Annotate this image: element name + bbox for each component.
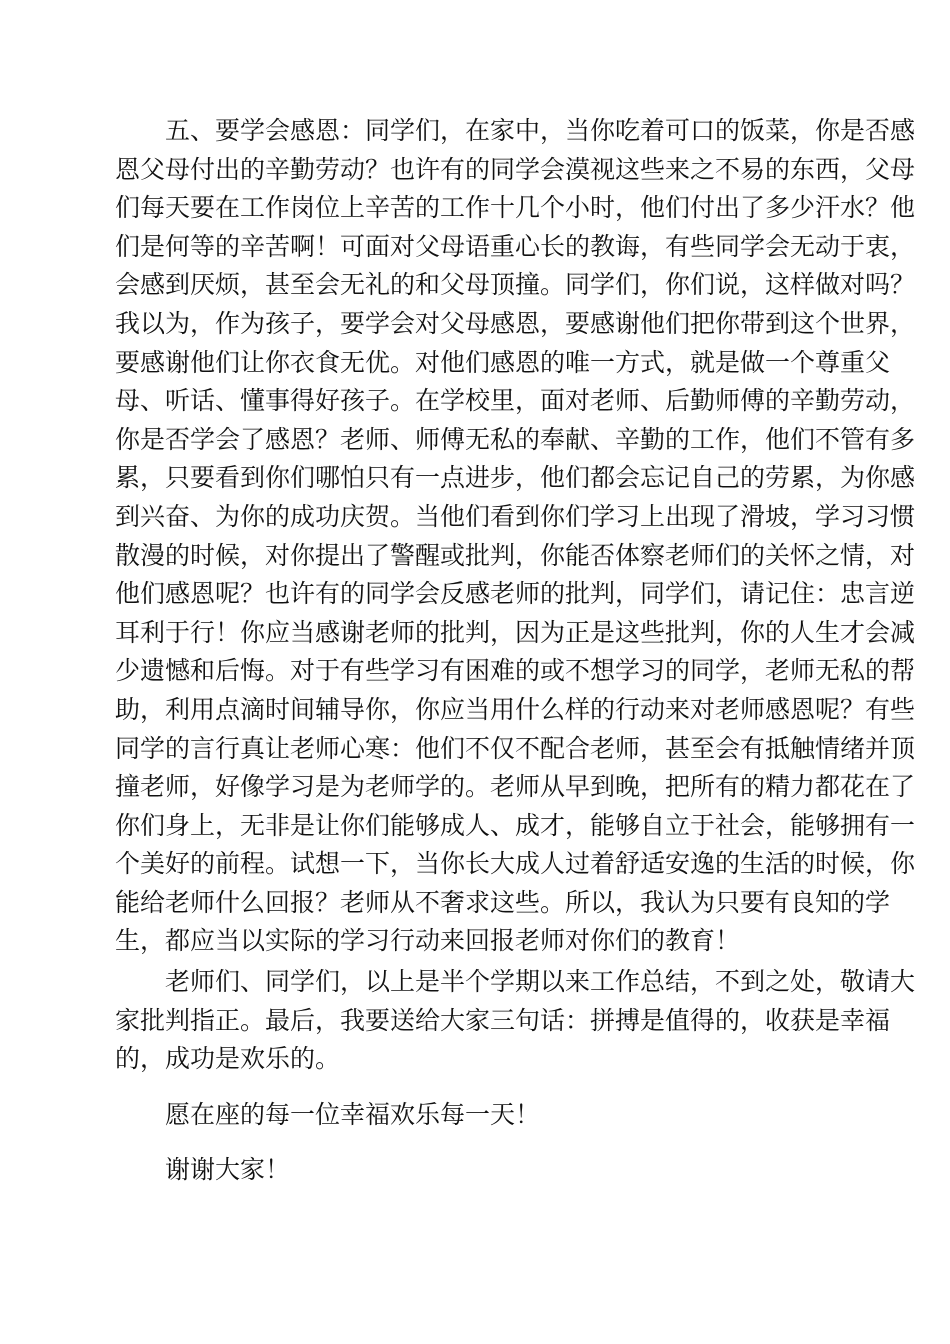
- text-line: 母、听话、懂事得好孩子。在学校里，面对老师、后勤师傅的辛勤劳动，: [115, 386, 916, 416]
- text-line: 们是何等的辛苦啊！可面对父母语重心长的教诲，有些同学会无动于衷，: [115, 231, 916, 261]
- closing-wish: 愿在座的每一位幸福欢乐每一天！: [165, 1100, 541, 1129]
- text-line: 我以为，作为孩子，要学会对父母感恩，要感谢他们把你带到这个世界，: [115, 308, 916, 338]
- text-line: 个美好的前程。试想一下，当你长大成人过着舒适安逸的生活的时候，你: [115, 849, 916, 879]
- text-line: 耳利于行！你应当感谢老师的批判，因为正是这些批判，你的人生才会减: [115, 617, 916, 647]
- text-line: 们每天要在工作岗位上辛苦的工作十几个小时，他们付出了多少汗水？他: [115, 193, 916, 223]
- text-line: 少遗憾和后悔。对于有些学习有困难的或不想学习的同学，老师无私的帮: [115, 656, 916, 686]
- text-line: 你是否学会了感恩？老师、师傅无私的奉献、辛勤的工作，他们不管有多: [115, 424, 916, 454]
- closing-thanks: 谢谢大家！: [165, 1155, 291, 1184]
- text-line: 散漫的时候，对你提出了警醒或批判，你能否体察老师们的关怀之情，对: [115, 540, 916, 570]
- text-line: 撞老师，好像学习是为老师学的。老师从早到晚，把所有的精力都花在了: [115, 772, 916, 802]
- text-line: 同学的言行真让老师心寒：他们不仅不配合老师，甚至会有抵触情绪并顶: [115, 733, 916, 763]
- text-line: 会感到厌烦，甚至会无礼的和父母顶撞。同学们，你们说，这样做对吗？: [115, 270, 916, 300]
- text-line: 老师们、同学们，以上是半个学期以来工作总结，不到之处，敬请大: [165, 967, 916, 996]
- paragraph-summary: [115, 963, 916, 1079]
- text-line: 到兴奋、为你的成功庆贺。当他们看到你们学习上出现了滑坡，学习习惯: [115, 501, 916, 531]
- text-line: 恩父母付出的辛勤劳动？也许有的同学会漠视这些来之不易的东西，父母: [115, 154, 916, 184]
- text-line: 你们身上，无非是让你们能够成人、成才，能够自立于社会，能够拥有一: [115, 810, 916, 840]
- paragraph-gratitude: [115, 112, 916, 961]
- text-line: 助，利用点滴时间辅导你，你应当用什么样的行动来对老师感恩呢？有些: [115, 694, 916, 724]
- text-line: 生，都应当以实际的学习行动来回报老师对你们的教育！: [115, 926, 741, 956]
- text-line: 他们感恩呢？也许有的同学会反感老师的批判，同学们，请记住：忠言逆: [115, 579, 916, 609]
- text-line: 要感谢他们让你衣食无优。对他们感恩的唯一方式，就是做一个尊重父: [115, 347, 891, 377]
- text-line: 累，只要看到你们哪怕只有一点进步，他们都会忘记自己的劳累，为你感: [115, 463, 916, 493]
- text-line: 能给老师什么回报？老师从不奢求这些。所以，我认为只要有良知的学: [115, 887, 891, 917]
- text-line: 五、要学会感恩：同学们，在家中，当你吃着可口的饭菜，你是否感: [165, 116, 916, 145]
- text-line: 家批判指正。最后，我要送给大家三句话：拼搏是值得的，收获是幸福: [115, 1005, 891, 1035]
- text-line: 的，成功是欢乐的。: [115, 1044, 341, 1074]
